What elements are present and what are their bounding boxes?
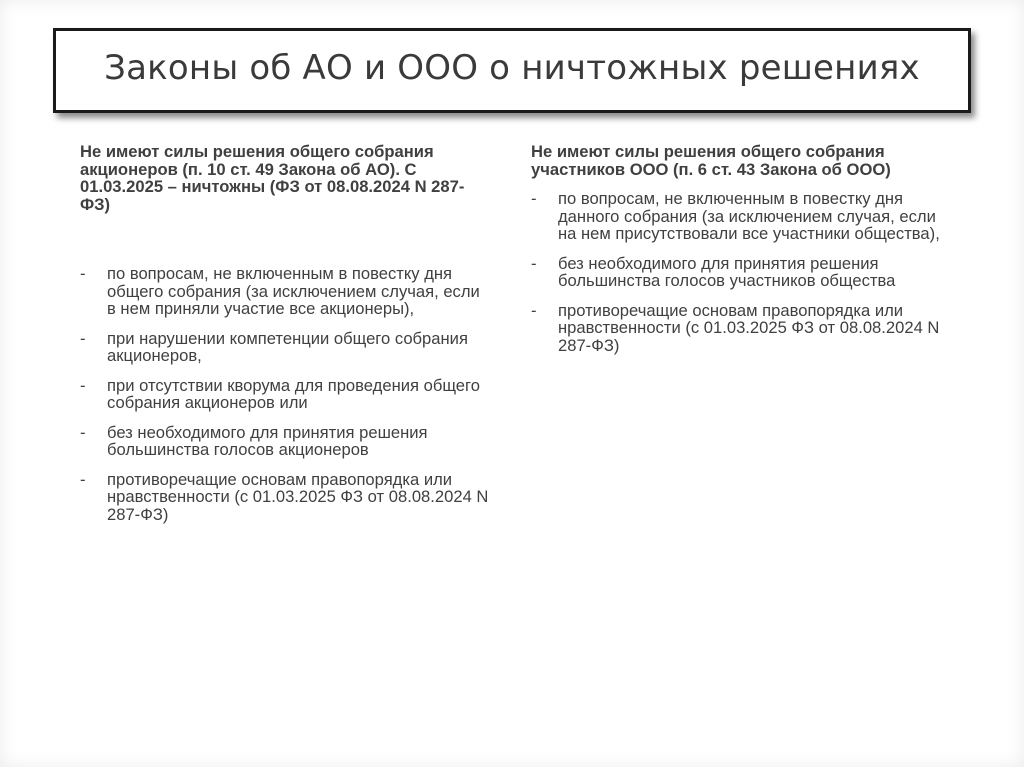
list-item-text: без необходимого для принятия решения большинства голосов акционеров [107,422,428,459]
list-item [531,190,943,243]
dash-bullet: - [80,422,86,442]
dash-bullet: - [80,469,86,489]
title-box [53,28,971,113]
list-item [80,471,492,524]
list-item [80,330,492,365]
list-item [80,424,492,459]
list-item-text: при отсутствии кворума для проведения общего собрания акционеров или [107,375,480,412]
left-column-heading: Не имеют силы решения общего собрания акционеров (п. 10 ст. 49 Закона об АО). С 01.03.2025 – ничтожны (ФЗ от 08.08.2024 N 287-ФЗ) [80,142,465,214]
list-item-text: при нарушении компетенции общего собрания акционеров, [107,328,468,365]
list-item [80,265,492,318]
list-item [80,377,492,412]
dash-bullet: - [531,189,537,208]
dash-bullet: - [531,300,537,320]
list-item-text: противоречащие основам правопорядка или нравственности (с 01.03.2025 ФЗ от 08.08.2024 N 287-ФЗ) [107,469,489,524]
dash-bullet: - [80,264,86,283]
list-item [531,302,943,355]
dash-bullet: - [531,253,537,273]
right-column-heading: Не имеют силы решения общего собрания участников ООО (п. 6 ст. 43 Закона об ООО) [531,142,891,179]
dash-bullet: - [80,375,86,395]
dash-bullet: - [80,328,86,348]
list-item-text: по вопросам, не включенным в повестку дня данного собрания (за исключением случая, если на нем присутствовали все участники общества), [558,189,940,243]
list-item-text: без необходимого для принятия решения большинства голосов участников общества [558,253,896,290]
list-item-text: по вопросам, не включенным в повестку дня общего собрания (за исключением случая, если в нем приняли участие все акционеры), [107,264,480,318]
list-item-text: противоречащие основам правопорядка или нравственности (с 01.03.2025 ФЗ от 08.08.2024 N 287-ФЗ) [558,300,940,355]
slide-title: Законы об АО и ООО о ничтожных решениях [104,47,920,88]
list-item [531,255,943,290]
left-column-ao [80,143,492,535]
right-column-ooo [531,143,943,366]
